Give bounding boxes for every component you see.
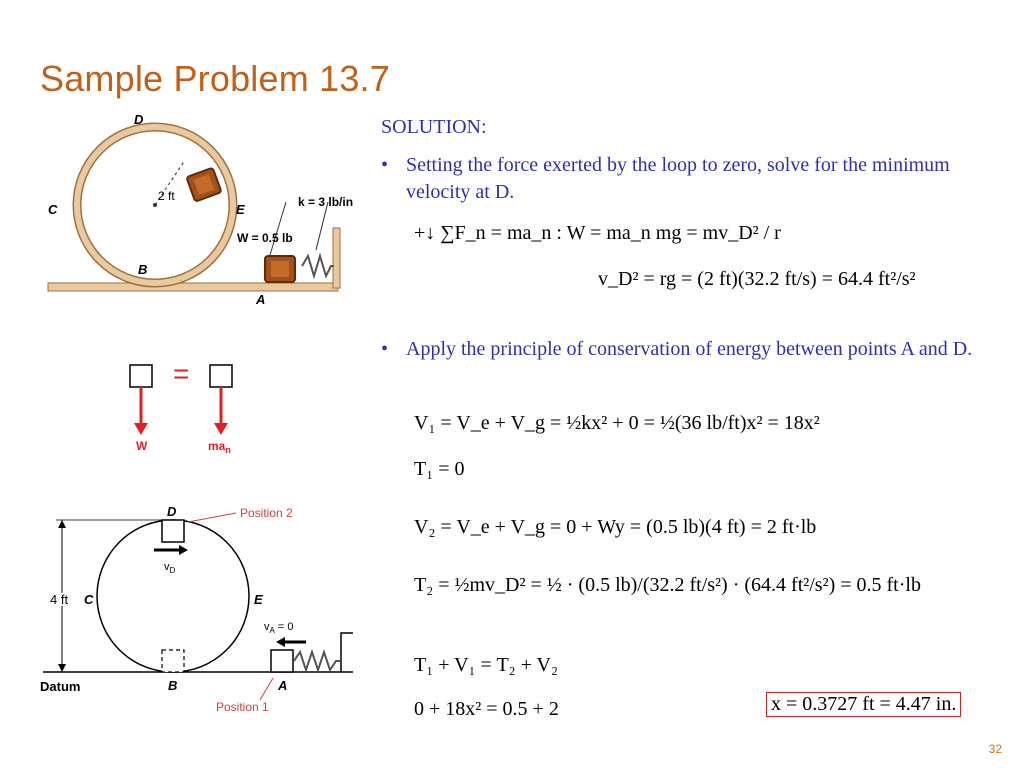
spring-constant-label: k = 3 lb/in bbox=[298, 195, 354, 209]
loop-circle bbox=[97, 520, 249, 672]
bullet-text: Setting the force exerted by the loop to zero, solve for the minimum velocity at D. bbox=[406, 154, 950, 203]
fbd-block-right bbox=[210, 365, 232, 387]
wall bbox=[341, 633, 353, 672]
label-b: B bbox=[168, 678, 178, 693]
spring bbox=[294, 652, 341, 670]
ma-arrow-head bbox=[214, 423, 228, 435]
fbd-equals-sign: = bbox=[173, 358, 190, 389]
position2-label: Position 2 bbox=[240, 506, 293, 520]
eq-sum-fn: +↓ ∑F_n = ma_n : W = ma_n mg = mv_D² / r bbox=[414, 222, 781, 244]
block-loop bbox=[186, 168, 221, 202]
label-c: C bbox=[48, 202, 58, 217]
center-dot bbox=[153, 203, 157, 207]
bullet-dot: • bbox=[381, 154, 389, 176]
label-a: A bbox=[278, 678, 288, 693]
label-e: E bbox=[254, 592, 263, 607]
eq-substitution: 0 + 18x² = 0.5 + 2 bbox=[414, 698, 559, 720]
position1-label: Position 1 bbox=[216, 700, 269, 714]
block-position-b-dashed bbox=[162, 650, 184, 672]
bullet-dot: • bbox=[381, 338, 389, 360]
bullet-text: Apply the principle of conservation of energy between points A and D. bbox=[406, 338, 973, 360]
loop-figure bbox=[40, 110, 370, 310]
va-arrow-head bbox=[276, 637, 285, 647]
free-body-diagram bbox=[120, 355, 250, 460]
label-a: A bbox=[256, 292, 266, 307]
slide-number: 32 bbox=[988, 742, 1002, 756]
block-position-a bbox=[271, 650, 293, 672]
label-d: D bbox=[134, 112, 144, 127]
position1-pointer bbox=[260, 678, 273, 700]
block-position-d bbox=[162, 520, 184, 542]
eq-t2: T₂ = ½mv_D² = ½ · (0.5 lb)/(32.2 ft/s²) · (64.4 ft²/s²) = 0.5 ft·lb bbox=[414, 574, 921, 596]
vd-arrow-head bbox=[179, 545, 188, 555]
positions-figure bbox=[38, 500, 368, 725]
fbd-weight-label: W bbox=[136, 439, 148, 453]
height-label: 4 ft bbox=[50, 592, 69, 607]
fbd-ma-label: $ma_n$ bbox=[208, 439, 231, 455]
vd-label: $v_D$ bbox=[164, 561, 176, 575]
va-label: $v_A = 0$ bbox=[264, 621, 294, 635]
label-e: E bbox=[236, 202, 245, 217]
datum-label: Datum bbox=[40, 679, 81, 694]
solution-heading: SOLUTION: bbox=[381, 116, 487, 138]
eq-v2: V₂ = V_e + V_g = 0 + Wy = (0.5 lb)(4 ft) = 2 ft·lb bbox=[414, 516, 817, 538]
label-c: C bbox=[84, 592, 94, 607]
right-wall bbox=[333, 228, 340, 288]
spring bbox=[302, 256, 334, 276]
slide-title: Sample Problem 13.7 bbox=[40, 58, 390, 99]
label-b: B bbox=[138, 262, 148, 277]
radius-label: 2 ft bbox=[158, 189, 175, 203]
label-d: D bbox=[167, 504, 177, 519]
eq-vd-squared: v_D² = rg = (2 ft)(32.2 ft/s) = 64.4 ft²/s² bbox=[598, 268, 916, 290]
bullet-energy bbox=[381, 336, 1011, 363]
bullet-min-velocity bbox=[381, 152, 1011, 206]
pointer-line bbox=[270, 202, 286, 255]
ground-track bbox=[48, 283, 338, 291]
weight-label: W = 0.5 lb bbox=[237, 231, 293, 245]
block-ground-face bbox=[271, 261, 289, 277]
eq-energy-conservation: T₁ + V₁ = T₂ + V₂ bbox=[414, 654, 558, 676]
weight-arrow-head bbox=[134, 423, 148, 435]
spring-pointer-line bbox=[316, 202, 328, 250]
eq-t1: T₁ = 0 bbox=[414, 458, 465, 480]
fbd-block-left bbox=[130, 365, 152, 387]
answer-box: x = 0.3727 ft = 4.47 in. bbox=[766, 692, 961, 717]
dim-arrow-top bbox=[58, 520, 66, 528]
position2-pointer bbox=[188, 513, 236, 522]
eq-v1: V₁ = V_e + V_g = ½kx² + 0 = ½(36 lb/ft)x² = 18x² bbox=[414, 412, 820, 434]
dim-arrow-bottom bbox=[58, 664, 66, 672]
